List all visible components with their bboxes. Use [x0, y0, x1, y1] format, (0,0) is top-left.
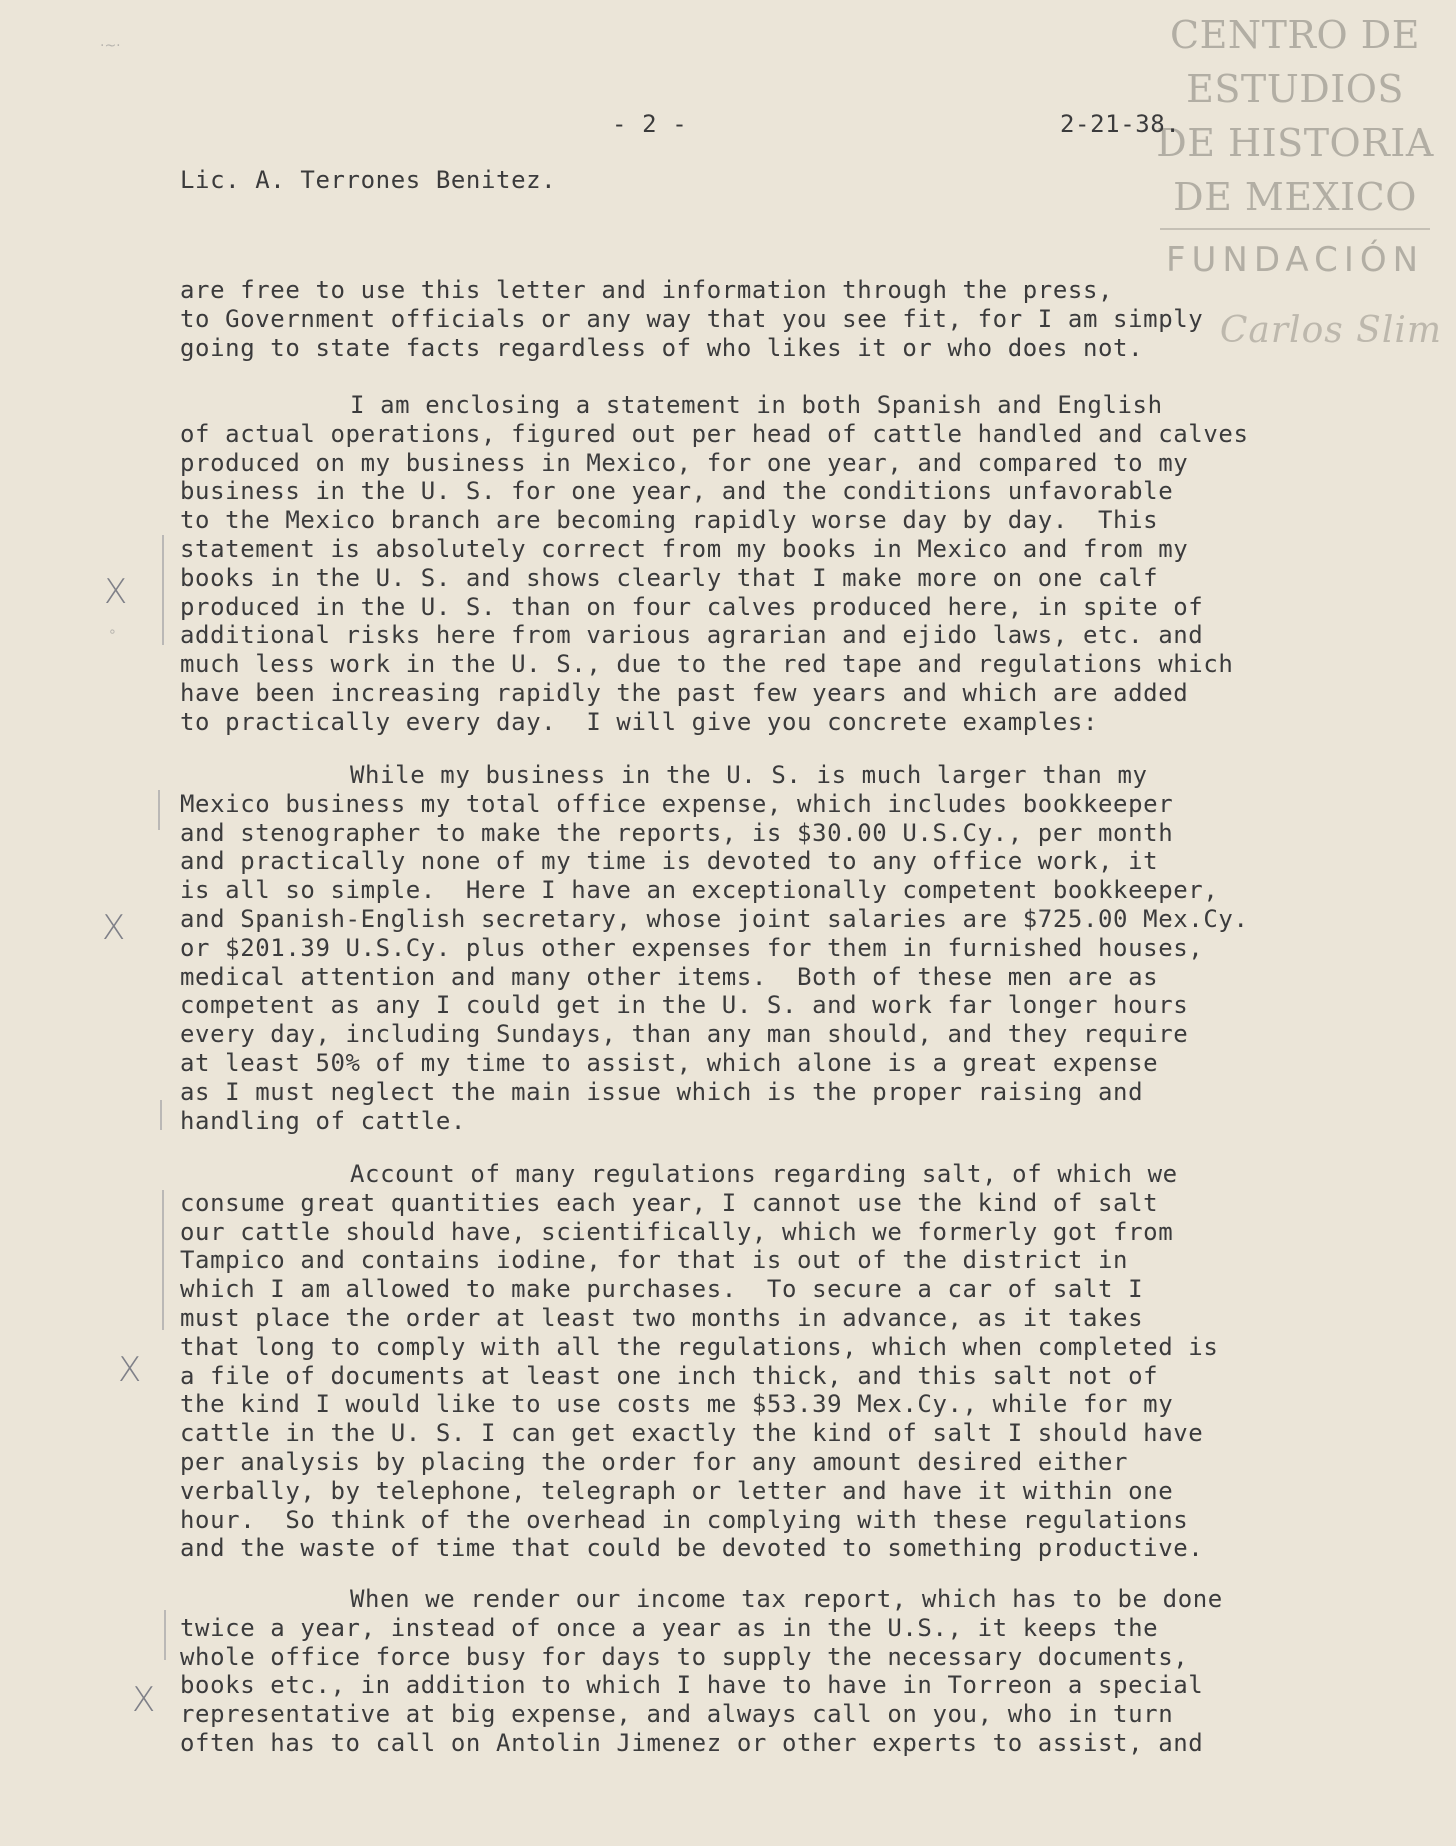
para4-line: cattle in the U. S. I can get exactly the kind of salt I should have [180, 1419, 1204, 1448]
para5-line: often has to call on Antolin Jimenez or other experts to assist, and [180, 1728, 1204, 1757]
para3-line: handling of cattle. [180, 1106, 466, 1135]
para4-line: hour. So think of the overhead in complying with these regulations [180, 1505, 1189, 1534]
letter-date: 2-21-38. [1060, 110, 1181, 138]
stamp-signature: Carlos Slim [1219, 310, 1442, 351]
paragraph-2 [180, 391, 1430, 737]
para4-line: that long to comply with all the regulations, which when completed is [180, 1332, 1219, 1361]
stamp-line-4: DE MEXICO [1173, 175, 1417, 219]
margin-x-mark: X [118, 1350, 142, 1390]
margin-bar [162, 535, 164, 645]
para2-line: to practically every day. I will give you concrete examples: [180, 707, 1099, 736]
addressee: Lic. A. Terrones Benitez. [180, 166, 557, 194]
para2-line: additional risks here from various agrarian and ejido laws, etc. and [180, 621, 1204, 650]
paragraph-4 [180, 1160, 1430, 1563]
page-number: - 2 - [612, 110, 688, 138]
para3-line: or $201.39 U.S.Cy. plus other expenses for them in furnished houses, [180, 933, 1204, 962]
para4-line: must place the order at least two months in advance, as it takes [180, 1303, 1144, 1332]
para4-line: Account of many regulations regarding salt, of which we [350, 1160, 1178, 1188]
paper-smudge: ·~· [100, 38, 121, 54]
stamp-foundation: FUNDACIÓN [1165, 240, 1425, 280]
para3-line: at least 50% of my time to assist, which alone is a great expense [180, 1048, 1159, 1077]
para4-line: per analysis by placing the order for any amount desired either [180, 1447, 1129, 1476]
para2-line: I am enclosing a statement in both Spanish and English [350, 391, 1163, 419]
para2-line: business in the U. S. for one year, and the conditions unfavorable [180, 477, 1174, 506]
margin-x-mark: X [132, 1680, 156, 1720]
paragraph-3 [180, 761, 1430, 1135]
stamp-line-3: DE HISTORIA [1156, 121, 1434, 165]
para2-line: produced on my business in Mexico, for one year, and compared to my [180, 448, 1189, 477]
para5-line: twice a year, instead of once a year as in the U.S., it keeps the [180, 1613, 1159, 1642]
para2-line: books in the U. S. and shows clearly that I make more on one calf [180, 563, 1159, 592]
para2-line: have been increasing rapidly the past few years and which are added [180, 678, 1189, 707]
para4-line: and the waste of time that could be devoted to something productive. [180, 1534, 1204, 1563]
para4-line: our cattle should have, scientifically, which we formerly got from [180, 1217, 1174, 1246]
margin-x-mark: X [104, 572, 128, 612]
para3-line: every day, including Sundays, than any man should, and they require [180, 1020, 1189, 1049]
margin-bar [164, 1610, 166, 1660]
para3-line: and stenographer to make the reports, is $30.00 U.S.Cy., per month [180, 818, 1174, 847]
para2-line: to the Mexico branch are becoming rapidly worse day by day. This [180, 506, 1159, 535]
para3-line: Mexico business my total office expense, which includes bookkeeper [180, 789, 1174, 818]
para2-line: of actual operations, figured out per head of cattle handled and calves [180, 419, 1249, 448]
para4-line: the kind I would like to use costs me $53.39 Mex.Cy., while for my [180, 1390, 1174, 1419]
para3-line: competent as any I could get in the U. S. and work far longer hours [180, 991, 1189, 1020]
para1-line: are free to use this letter and information through the press, [180, 276, 1114, 304]
para2-line: statement is absolutely correct from my books in Mexico and from my [180, 534, 1189, 563]
para2-line: much less work in the U. S., due to the red tape and regulations which [180, 650, 1234, 679]
paper-smudge: ∘ [108, 624, 117, 640]
margin-bar [162, 1190, 164, 1330]
margin-bar [158, 790, 160, 830]
para5-line: books etc., in addition to which I have to have in Torreon a special [180, 1671, 1204, 1700]
para4-line: verbally, by telephone, telegraph or letter and have it within one [180, 1476, 1174, 1505]
para3-line: While my business in the U. S. is much larger than my [350, 761, 1148, 789]
margin-bar [160, 1100, 162, 1130]
para5-line: representative at big expense, and always call on you, who in turn [180, 1700, 1174, 1729]
para5-line: When we render our income tax report, which has to be done [350, 1585, 1223, 1613]
para4-line: Tampico and contains iodine, for that is out of the district in [180, 1246, 1129, 1275]
para3-line: is all so simple. Here I have an exceptionally competent bookkeeper, [180, 876, 1219, 905]
para1-line: going to state facts regardless of who likes it or who does not. [180, 333, 1144, 362]
archive-stamp [1150, 8, 1440, 280]
para1-line: to Government officials or any way that you see fit, for I am simply [180, 304, 1204, 333]
para4-line: which I am allowed to make purchases. To secure a car of salt I [180, 1275, 1144, 1304]
para5-line: whole office force busy for days to supply the necessary documents, [180, 1642, 1189, 1671]
para3-line: medical attention and many other items. Both of these men are as [180, 962, 1159, 991]
para3-line: and Spanish-English secretary, whose joint salaries are $725.00 Mex.Cy. [180, 904, 1249, 933]
para3-line: and practically none of my time is devoted to any office work, it [180, 847, 1159, 876]
stamp-line-1: CENTRO DE [1170, 13, 1420, 57]
para2-line: produced in the U. S. than on four calves produced here, in spite of [180, 592, 1204, 621]
stamp-line-2: ESTUDIOS [1186, 67, 1404, 111]
para3-line: as I must neglect the main issue which is the proper raising and [180, 1077, 1144, 1106]
para4-line: a file of documents at least one inch thick, and this salt not of [180, 1361, 1159, 1390]
paragraph-5 [180, 1585, 1430, 1758]
paragraph-1 [180, 276, 1430, 362]
stamp-divider [1160, 228, 1430, 230]
margin-x-mark: X [102, 908, 126, 948]
para4-line: consume great quantities each year, I cannot use the kind of salt [180, 1188, 1159, 1217]
